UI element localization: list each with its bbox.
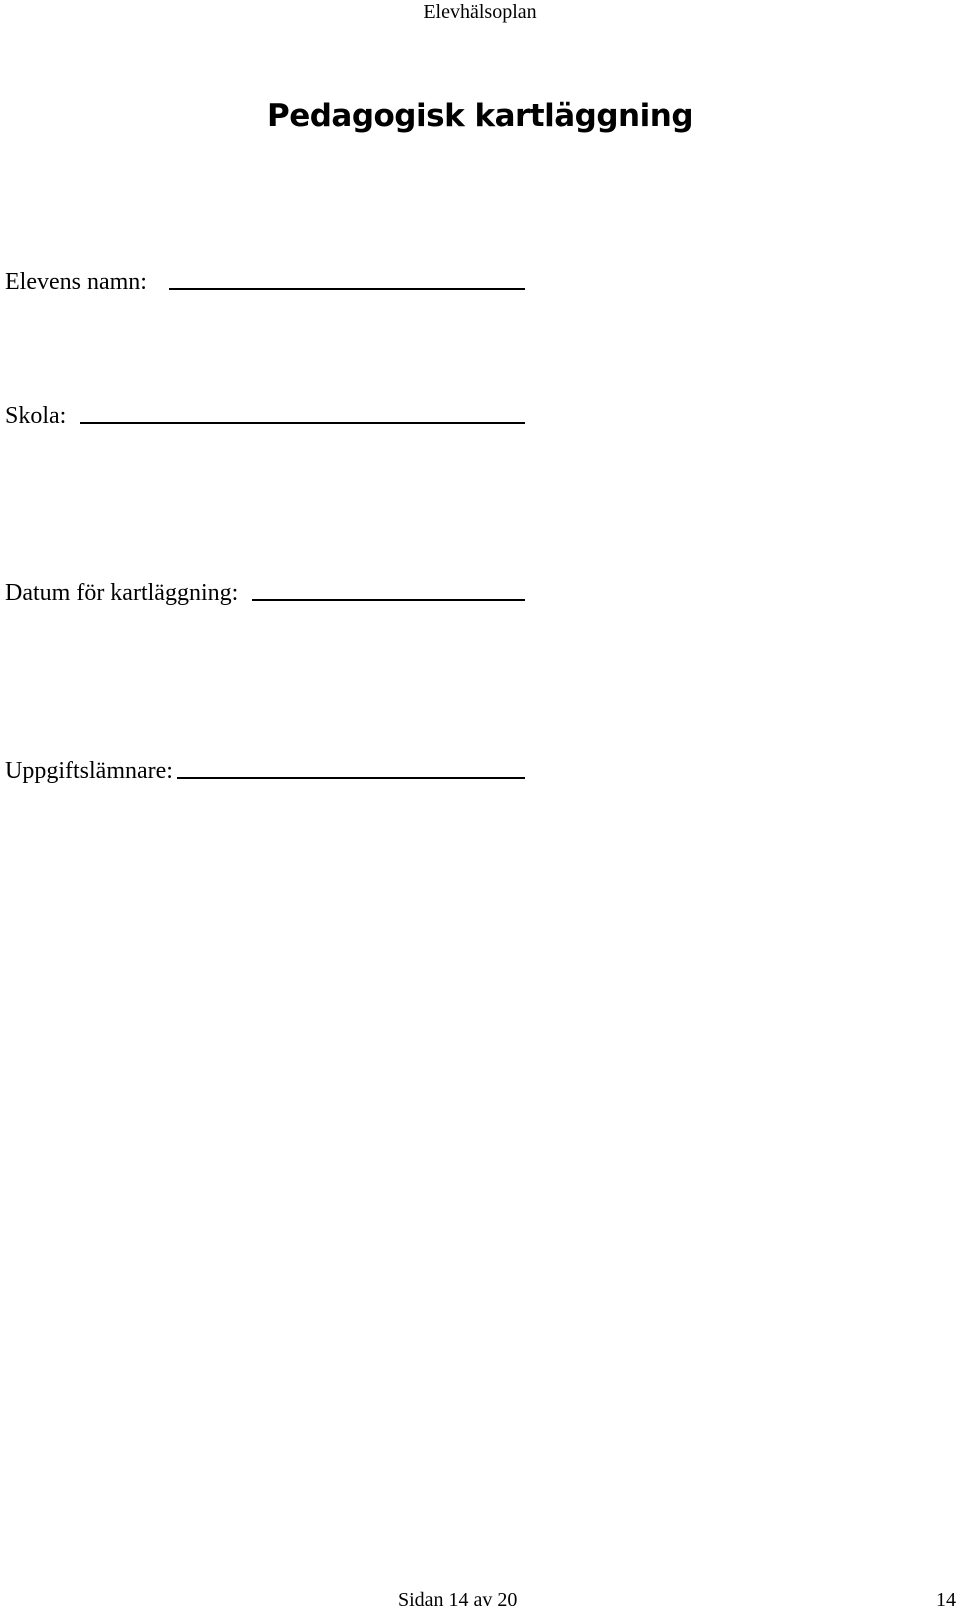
datum-line[interactable]	[252, 599, 525, 601]
elevens-namn-line[interactable]	[169, 288, 525, 290]
field-label: Datum för kartläggning:	[5, 580, 239, 606]
uppgiftslamnare-line[interactable]	[177, 777, 525, 779]
field-datum	[5, 576, 238, 610]
footer-page-number: 14	[936, 1589, 956, 1611]
footer-page-label: Sidan 14 av 20	[398, 1589, 518, 1611]
page-title: Pedagogisk kartläggning	[266, 98, 694, 134]
skola-line[interactable]	[80, 422, 525, 424]
field-label: Skola:	[5, 403, 67, 429]
field-label: Uppgiftslämnare:	[5, 758, 173, 784]
field-elevens-namn	[5, 265, 147, 299]
field-label: Elevens namn:	[5, 269, 147, 295]
running-header: Elevhälsoplan	[423, 1, 537, 23]
field-skola	[5, 399, 66, 433]
field-uppgiftslamnare	[5, 754, 173, 788]
